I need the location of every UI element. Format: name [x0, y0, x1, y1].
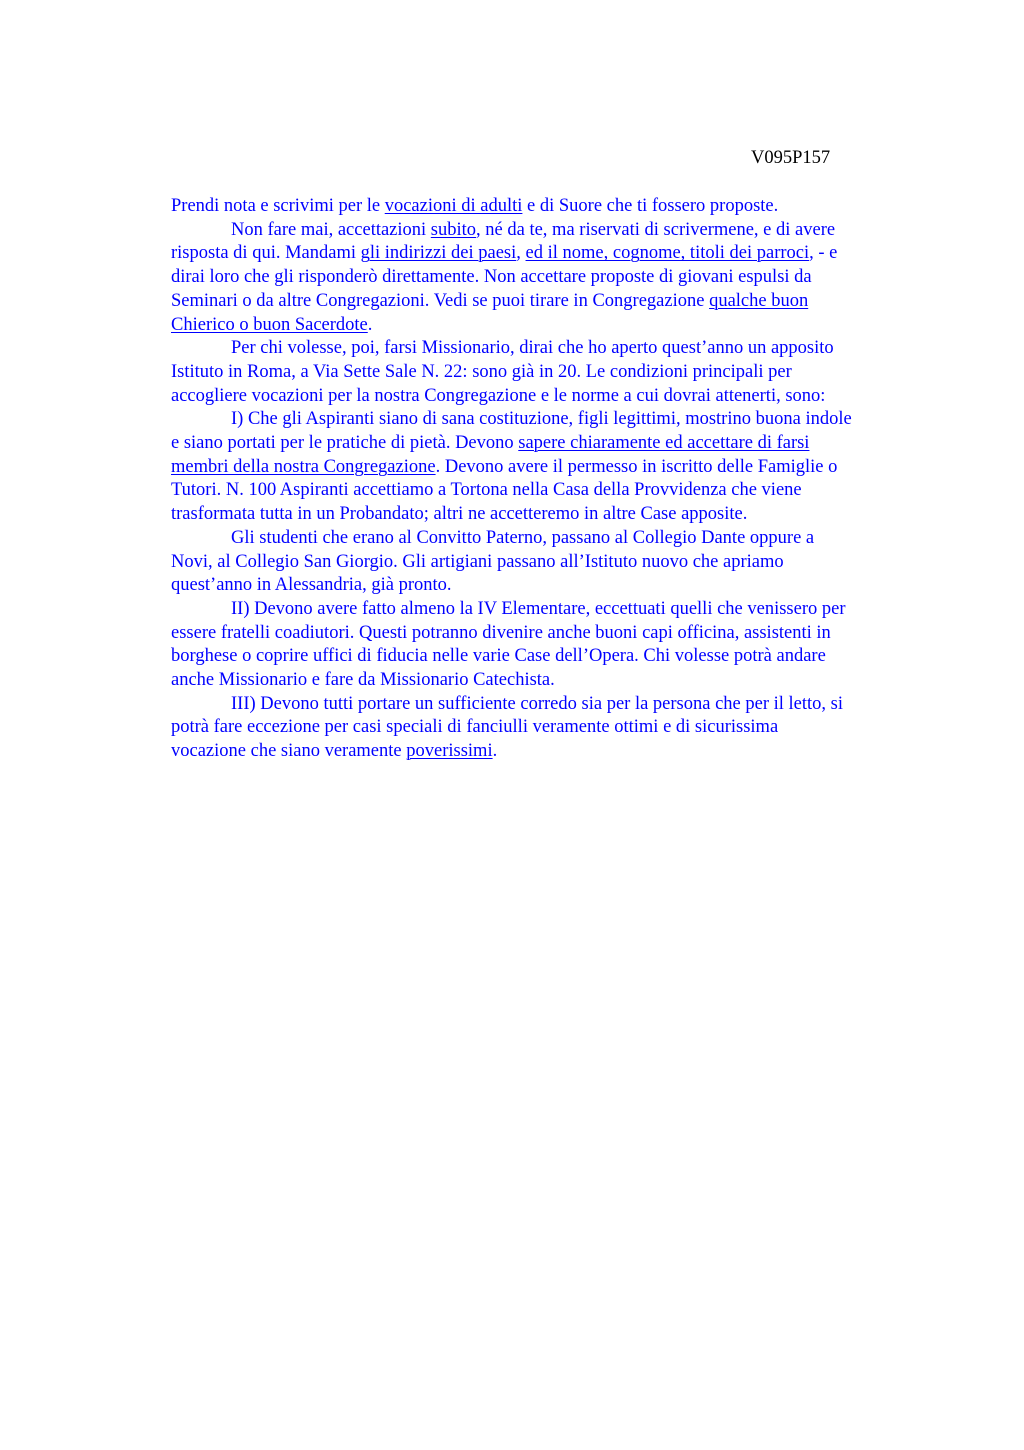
text-segment: vocazione che siano veramente [171, 741, 407, 762]
text-segment: , - e [809, 243, 838, 264]
text-segment: Seminari o da altre Congregazioni. Vedi se puoi tirare in Congregazione [171, 290, 710, 311]
text-line [171, 622, 941, 646]
text-segment: . [367, 314, 373, 335]
text-line [171, 361, 941, 385]
underlined-text: poverissimi [406, 741, 493, 762]
text-line [171, 314, 941, 338]
text-line [171, 740, 941, 764]
text-segment: e siano portati per le pratiche di pietà. Devono [171, 433, 519, 454]
text-line [171, 598, 941, 622]
text-line [171, 645, 941, 669]
underlined-text: Chierico o buon Sacerdote [171, 314, 368, 335]
underlined-text: gli indirizzi dei paesi [360, 243, 517, 264]
text-line [171, 479, 941, 503]
text-segment: anche Missionario e fare da Missionario Catechista. [171, 670, 555, 691]
text-segment: Istituto in Roma, a Via Sette Sale N. 22: sono già in 20. Le condizioni principali per [171, 361, 792, 382]
text-segment: . [492, 741, 498, 762]
text-segment: . Devono avere il permesso in iscritto delle Famiglie o [435, 456, 838, 477]
text-segment: essere fratelli coadiutori. Questi potranno divenire anche buoni capi officina, assistenti in [171, 622, 831, 643]
underlined-text: membri della nostra Congregazione [171, 456, 436, 477]
text-segment: potrà fare eccezione per casi speciali di fanciulli veramente ottimi e di sicurissima [171, 717, 779, 738]
text-line [171, 290, 941, 314]
text-line [171, 551, 941, 575]
text-segment: quest’anno in Alessandria, già pronto. [171, 575, 452, 596]
text-segment: Per chi volesse, poi, farsi Missionario, dirai che ho aperto quest’anno un apposito [231, 338, 834, 359]
text-line [171, 527, 941, 551]
text-segment: , [516, 243, 526, 264]
text-segment: Non fare mai, accettazioni [231, 219, 431, 240]
text-line [171, 195, 941, 219]
text-segment: Prendi nota e scrivimi per le [171, 196, 385, 216]
text-line [171, 219, 941, 243]
text-segment: accogliere vocazioni per la nostra Congregazione e le norme a cui dovrai attenerti, sono: [171, 385, 826, 406]
text-line [171, 456, 941, 480]
underlined-text: qualche buon [709, 290, 809, 311]
text-line [171, 337, 941, 361]
text-line [171, 693, 941, 717]
text-segment: I) Che gli Aspiranti siano di sana costituzione, figli legittimi, mostrino buona indole [231, 409, 852, 430]
text-line [171, 408, 941, 432]
text-segment: , né da te, ma riservati di scrivermene, e di avere [476, 219, 836, 240]
text-segment: II) Devono avere fatto almeno la IV Elementare, eccettuati quelli che venissero per [231, 598, 846, 619]
text-segment: trasformata tutta in un Probandato; altri ne accetteremo in altre Case apposite. [171, 504, 748, 525]
underlined-text: vocazioni di adulti [384, 196, 523, 216]
underlined-text: ed il nome, cognome, titoli dei parroci [525, 243, 810, 264]
text-segment: Tutori. N. 100 Aspiranti accettiamo a Tortona nella Casa della Provvidenza che viene [171, 480, 802, 501]
text-line [171, 432, 941, 456]
text-line [171, 503, 941, 527]
underlined-text: subito [430, 219, 477, 240]
text-line [171, 242, 941, 266]
text-line [171, 669, 941, 693]
text-segment: borghese o coprire uffici di fiducia nelle varie Case dell’Opera. Chi volesse potrà andare [171, 646, 826, 667]
page-code: V095P157 [751, 148, 831, 168]
underlined-text: sapere chiaramente ed accettare di farsi [518, 433, 810, 454]
text-line [171, 266, 941, 290]
text-line [171, 574, 941, 598]
text-line [171, 716, 941, 740]
text-segment: risposta di qui. Mandami [171, 243, 361, 264]
text-segment: dirai loro che gli risponderò direttamente. Non accettare proposte di giovani espulsi da [171, 267, 812, 288]
letter-text [171, 195, 941, 764]
text-line [171, 385, 941, 409]
text-segment: III) Devono tutti portare un sufficiente corredo sia per la persona che per il letto, si [231, 693, 843, 714]
text-segment: Novi, al Collegio San Giorgio. Gli artigiani passano all’Istituto nuovo che apriamo [171, 551, 784, 572]
text-segment: e di Suore che ti fossero proposte. [522, 196, 779, 216]
text-segment: Gli studenti che erano al Convitto Paterno, passano al Collegio Dante oppure a [231, 527, 815, 548]
